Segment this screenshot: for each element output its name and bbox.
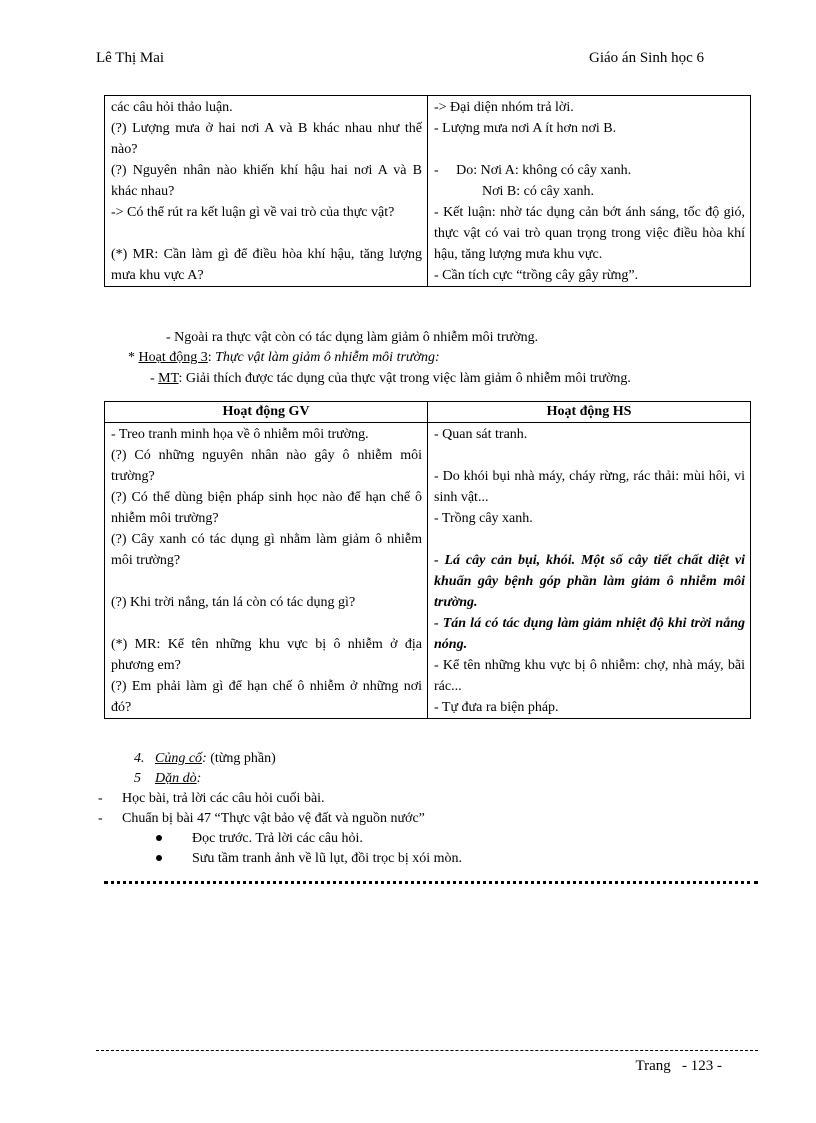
task-item [98,789,325,809]
activity-table [104,401,751,719]
gv-text: (?) Em phải làm gì để hạn chế ô nhiễm ở những nơi đó? [111,679,422,715]
subtask-text: Sưu tầm tranh ảnh về lũ lụt, đồi trọc bị xói mòn. [192,851,463,866]
question-text: -> Có thể rút ra kết luận gì về vai trò của thực vật? [111,205,395,220]
student-column [428,96,751,287]
answer-text: - Cần tích cực “trồng cây gây rừng”. [434,268,639,283]
spacer [434,139,745,160]
consolidate-text: (từng phần) [206,751,276,766]
consolidate-num: 4. [134,751,145,766]
objective-label: MT [158,371,179,386]
activity-title: Thực vật làm giảm ô nhiễm môi trường: [215,350,440,365]
dotted-divider [104,881,758,884]
dash-marker: - [98,791,103,806]
hs-text: - Quan sát tranh. [434,427,528,442]
answer-text: -> Đại diện nhóm trả lời. [434,100,574,115]
spacer [434,529,745,550]
answer-text: - Lượng mưa nơi A ít hơn nơi B. [434,121,617,136]
teacher-column [105,423,428,719]
consolidate-line [134,749,276,769]
objective-line [150,369,631,389]
homework-num: 5 [134,771,141,786]
homework-heading [134,769,201,789]
student-column [428,423,751,719]
question-text: (?) Nguyên nhân nào khiến khí hậu hai nơi A và B khác nhau? [111,163,422,199]
bullet-icon [156,855,162,861]
page-footer [635,1058,722,1075]
hs-text: - Tự đưa ra biện pháp. [434,700,559,715]
hs-text: - Trồng cây xanh. [434,511,533,526]
subtask-text: Đọc trước. Trả lời các câu hỏi. [192,831,363,846]
gv-text: (?) Có những nguyên nhân nào gây ô nhiễm môi trường? [111,448,422,484]
answer-text: Nơi B: có cây xanh. [482,184,594,199]
hs-text: - Lá cây cản bụi, khói. Một số cây tiết chất diệt vi khuẩn gây bệnh góp phần làm giảm ô nhiễm môi trường. [434,553,745,610]
table-row [105,96,751,287]
table-header-row [105,402,751,423]
column-header-hs: Hoạt động HS [428,402,751,423]
dash-marker: - [98,811,103,826]
teacher-column [105,96,428,287]
column-header-gv: Hoạt động GV [105,402,428,423]
question-text: (?) Lượng mưa ở hai nơi A và B khác nhau như thế nào? [111,121,422,157]
homework-colon: : [196,771,202,786]
task-item [98,809,425,829]
objective-text: : Giải thích được tác dụng của thực vật trong việc làm giảm ô nhiễm môi trường. [178,371,631,386]
consolidate-colon: : [202,751,207,766]
header-subject: Giáo án Sinh học 6 [589,50,704,66]
question-text: các câu hỏi thảo luận. [111,100,233,115]
gv-text: (*) MR: Kể tên những khu vực bị ô nhiễm ở địa phương em? [111,637,422,673]
homework-label: Dặn dò [155,771,197,786]
note-line: - Ngoài ra thực vật còn có tác dụng làm giảm ô nhiễm môi trường. [166,330,539,345]
question-text: (*) MR: Cần làm gì để điều hòa khí hậu, tăng lượng mưa khu vực A? [111,247,422,283]
hs-text: - Do khói bụi nhà máy, cháy rừng, rác thải: mùi hôi, vi sinh vật... [434,469,745,505]
discussion-table [104,95,751,287]
bullet-icon [156,835,162,841]
consolidate-label: Củng cố [155,751,203,766]
answer-text: - Do: Nơi A: không có cây xanh. [434,163,632,178]
subtask-item [156,849,462,869]
hs-text: - Kể tên những khu vực bị ô nhiễm: chợ, nhà máy, bãi rác... [434,658,745,694]
table-row [105,423,751,719]
activity-heading [128,348,440,368]
task-text: Chuẩn bị bài 47 “Thực vật bảo vệ đất và nguồn nước” [122,811,425,826]
gv-text: (?) Khi trời nắng, tán lá còn có tác dụng gì? [111,595,356,610]
gv-text: (?) Có thể dùng biện pháp sinh học nào để hạn chế ô nhiễm môi trường? [111,490,422,526]
objective-dash: - [150,371,159,386]
activity-label: Hoạt động 3 [138,350,208,365]
spacer [111,613,422,634]
header-author: Lê Thị Mai [96,50,165,66]
activity-prefix: * [128,350,139,365]
page-label: Trang [635,1058,671,1074]
page-number: - 123 - [682,1058,722,1074]
hs-text: - Tán lá có tác dụng làm giảm nhiệt độ khi trời nắng nóng. [434,616,745,652]
spacer [111,223,422,244]
spacer [111,571,422,592]
gv-text: (?) Cây xanh có tác dụng gì nhằm làm giảm ô nhiễm môi trường? [111,532,422,568]
answer-text: - Kết luận: nhờ tác dụng cản bớt ánh sáng, tốc độ gió, thực vật có vai trò quan trọng trong việc điều hòa khí hậu, tăng lượng mưa khu vực. [434,205,745,262]
subtask-item [156,829,363,849]
activity-colon: : [207,350,216,365]
spacer [434,445,745,466]
gv-text: - Treo tranh minh họa về ô nhiễm môi trường. [111,427,369,442]
task-text: Học bài, trả lời các câu hỏi cuối bài. [122,791,325,806]
footer-divider [96,1050,758,1051]
